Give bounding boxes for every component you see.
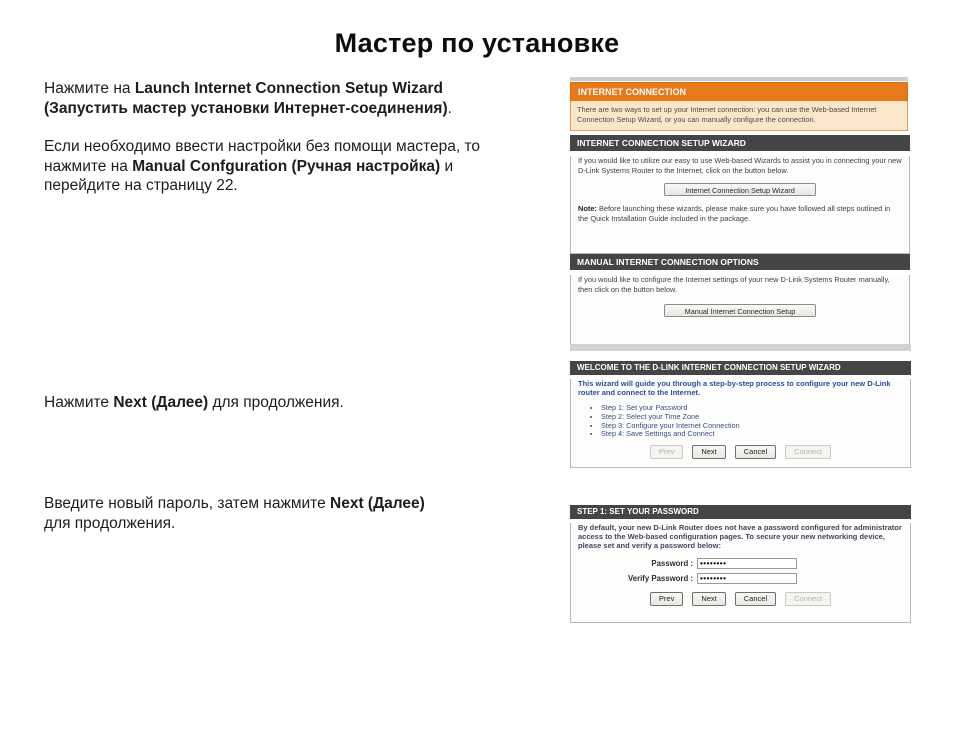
note-label: Note: (578, 204, 597, 213)
text-run: Нажмите на (44, 80, 135, 97)
wizard-step-item: • Step 3: Configure your Internet Connection (601, 422, 910, 431)
text-run-bold: Launch Internet Connection Setup Wizard (134, 80, 443, 97)
instruction-paragraph-next (44, 393, 344, 413)
set-password-header: STEP 1: SET YOUR PASSWORD (570, 505, 911, 519)
page-title: Мастер по установке (334, 28, 620, 58)
welcome-wizard-header: WELCOME TO THE D-LINK INTERNET CONNECTION SETUP WIZARD (570, 361, 911, 375)
welcome-intro-text: This wizard will guide you through a step-by-step process to configure your new D-Link router and connect to the Internet. (578, 379, 891, 397)
text-run-bold: (Запустить мастер установки Интернет-соединения) (44, 99, 448, 117)
verify-password-input[interactable] (697, 573, 797, 584)
text-run: перейдите на страницу 22. (44, 177, 238, 194)
screenshot-edge-strip (570, 77, 908, 81)
manual-options-panel (570, 254, 910, 345)
text-run: . (447, 99, 452, 117)
setup-wizard-body-text: If you would like to utilize our easy to use Web-based Wizards to assist you in connecting your new D-Link Systems Router to the Internet, click on the button below. (578, 156, 902, 175)
welcome-button-row (571, 445, 910, 459)
password-row (571, 558, 910, 569)
internet-connection-header: INTERNET CONNECTION (570, 82, 908, 101)
manual-options-body-text: If you would like to configure the Internet settings of your new D-Link Systems Router manually, then click on the button below. (578, 275, 890, 294)
text-run-bold: Next (Далее) (330, 495, 425, 512)
set-password-body-text: By default, your new D-Link Router does not have a password configured for administrator access to the Web-based configuration pages. To secure your new networking device, please set and verify a password below: (578, 523, 902, 550)
cancel-button[interactable]: Cancel (735, 592, 776, 606)
prev-button: Prev (650, 445, 683, 459)
setup-wizard-header: INTERNET CONNECTION SETUP WIZARD (570, 135, 910, 151)
text-run: для продолжения. (44, 514, 176, 532)
wizard-step-item: • Step 2: Select your Time Zone (601, 413, 910, 422)
instruction-paragraph-password (44, 494, 425, 533)
step1-button-row (571, 592, 910, 606)
text-run: нажмите на (44, 157, 133, 175)
text-run-bold: Next (Далее) (113, 394, 209, 411)
connect-button: Connect (785, 445, 831, 459)
text-run: Введите новый пароль, затем нажмите (44, 495, 331, 512)
text-run: Нажмите (44, 394, 114, 411)
manual-internet-connection-setup-button[interactable]: Manual Internet Connection Setup (664, 304, 816, 317)
manual-options-header: MANUAL INTERNET CONNECTION OPTIONS (570, 254, 910, 270)
next-button[interactable]: Next (692, 592, 725, 606)
setup-wizard-note (578, 204, 902, 223)
password-label: Password : (651, 559, 693, 568)
connect-button: Connect (785, 592, 831, 606)
password-input[interactable] (697, 558, 797, 569)
prev-button[interactable]: Prev (650, 592, 683, 606)
internet-connection-body-text: There are two ways to set up your Internet connection: you can use the Web-based Internet Connection Setup Wizard, or you can manually configure the connection. (577, 105, 877, 124)
screenshot-edge-strip (570, 344, 911, 351)
instruction-paragraph-manual-config (44, 137, 480, 196)
set-password-panel (570, 505, 911, 623)
verify-password-row (571, 573, 910, 584)
text-run: Если необходимо ввести настройки без помощи мастера, то (44, 138, 481, 155)
note-text: Before launching these wizards, please make sure you have followed all steps outlined in the Quick Installation Guide included in the package. (578, 204, 891, 223)
internet-connection-setup-wizard-button[interactable]: Internet Connection Setup Wizard (664, 183, 816, 196)
wizard-step-item: • Step 1: Set your Password (601, 404, 910, 413)
internet-connection-panel (570, 82, 908, 131)
cancel-button[interactable]: Cancel (735, 445, 776, 459)
verify-password-label: Verify Password : (627, 574, 693, 583)
text-run: и (440, 157, 454, 175)
wizard-steps-list (601, 404, 910, 439)
instruction-paragraph-launch-wizard (44, 79, 452, 118)
next-button[interactable]: Next (692, 445, 725, 459)
text-run: для продолжения. (208, 394, 344, 411)
setup-wizard-panel (570, 135, 910, 254)
welcome-wizard-panel (570, 361, 911, 468)
text-run-bold: Manual Confguration (Ручная настройка) (132, 157, 441, 175)
wizard-step-item: • Step 4: Save Settings and Connect (601, 430, 910, 439)
